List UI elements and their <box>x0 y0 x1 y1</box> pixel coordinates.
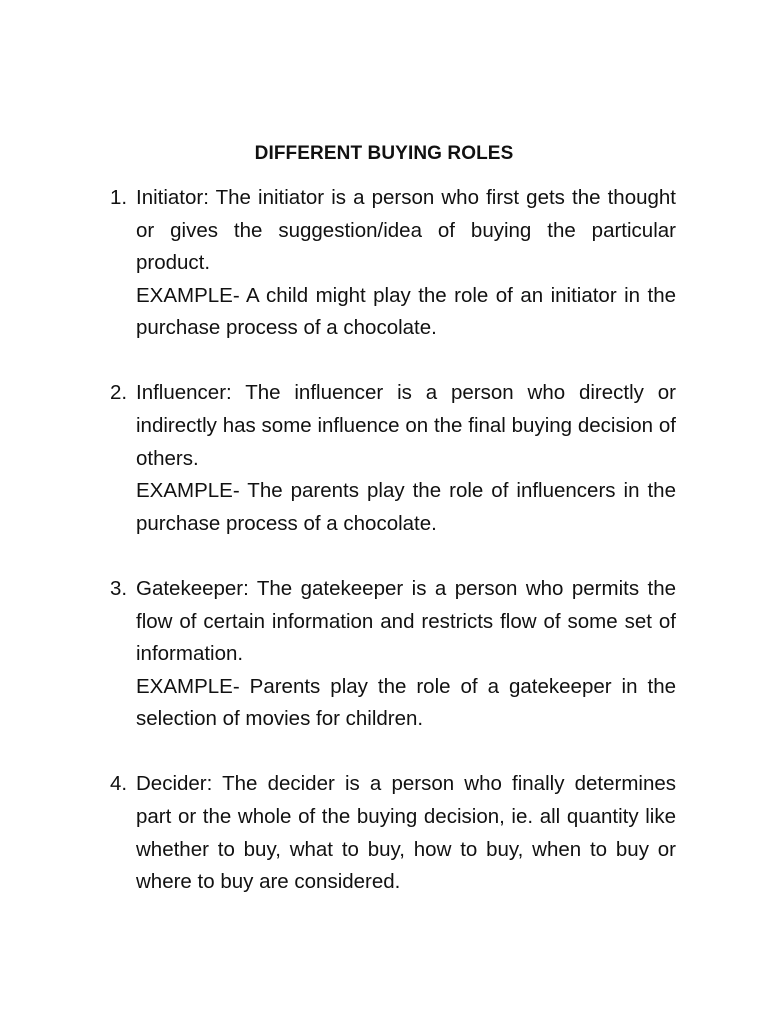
role-definition: Gatekeeper: The gatekeeper is a person who permits the flow of certain information and restricts flow of some set of information. <box>136 576 676 666</box>
list-item-number: 4. <box>110 772 128 796</box>
buying-roles-list <box>110 182 676 931</box>
list-item-number: 3. <box>110 576 128 600</box>
role-definition: Initiator: The initiator is a person who first gets the thought or gives the suggestion/idea of buying the particular product. <box>136 186 676 275</box>
role-example: EXAMPLE- Parents play the role of a gatekeeper in the selection of movies for children. <box>136 674 676 731</box>
list-item-number: 2. <box>110 381 128 405</box>
role-example: EXAMPLE- The parents play the role of influencers in the purchase process of a chocolate. <box>136 479 676 535</box>
list-item-initiator <box>110 182 676 345</box>
role-example: EXAMPLE- A child might play the role of an initiator in the purchase process of a chocolate. <box>136 283 676 340</box>
list-item-influencer <box>110 377 676 540</box>
list-item-decider <box>110 768 676 898</box>
page-title: DIFFERENT BUYING ROLES <box>254 143 514 164</box>
role-definition: Decider: The decider is a person who finally determines part or the whole of the buying decision, ie. all quantity like whether to buy, what to buy, how to buy, when to buy or where to buy are considered. <box>136 772 676 894</box>
role-definition: Influencer: The influencer is a person who directly or indirectly has some influence on the final buying decision of others. <box>136 381 676 470</box>
list-item-gatekeeper <box>110 573 676 736</box>
list-item-number: 1. <box>110 186 128 209</box>
